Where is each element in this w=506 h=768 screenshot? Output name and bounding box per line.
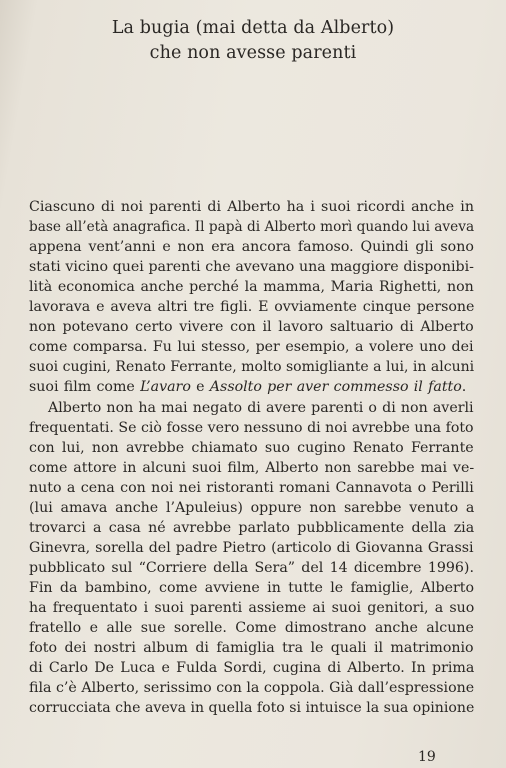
body-line: Fin da bambino, come avviene in tutte le famiglie, Alberto — [29, 580, 475, 596]
body-line: Ginevra, sorella del padre Pietro (articolo di Giovanna Grassi — [29, 540, 474, 556]
body-line: fila c’è Alberto, serissimo con la coppola. Già dall’espressione — [29, 680, 475, 696]
body-line: corrucciata che aveva in quella foto si intuisce la sua opinione — [29, 700, 475, 716]
body-line: base all’età anagrafica. Il papà di Alberto morì quando lui aveva — [29, 219, 475, 235]
film-title-assolto: Assolto per aver commesso il fatto — [209, 379, 462, 395]
body-line: lavorava e aveva altri tre figli. E ovviamente cinque persone — [29, 299, 475, 315]
paragraph-first-line: Alberto non ha mai negato di avere parenti o di non averli — [48, 400, 474, 416]
chapter-title — [0, 16, 506, 66]
body-line: appena vent’anni e non era ancora famoso. Quindi gli sono — [29, 239, 474, 255]
chapter-title-line-2: che non avesse parenti — [149, 43, 357, 63]
body-line: trovarci a casa né avrebbe parlato pubblicamente della zia — [29, 520, 475, 536]
body-line: lità economica anche perché la mamma, Maria Righetti, non — [29, 279, 474, 295]
body-line: con lui, non avrebbe chiamato suo cugino Renato Ferrante — [29, 440, 474, 456]
body-line: non potevano certo vivere con il lavoro saltuario di Alberto — [29, 319, 474, 335]
film-title-lavaro: L’avaro — [140, 379, 191, 395]
body-line: pubblicato sul “Corriere della Sera” del 14 dicembre 1996). — [29, 560, 474, 576]
body-line: suoi cugini, Renato Ferrante, molto somigliante a lui, in alcuni — [29, 359, 475, 375]
body-line: di Carlo De Luca e Fulda Sordi, cugina di Alberto. In prima — [29, 660, 475, 676]
body-line: fratello e alle sue sorelle. Come dimostrano anche alcune — [29, 620, 474, 636]
chapter-title-line-1: La bugia (mai detta da Alberto) — [111, 18, 395, 38]
body-line: Ciascuno di noi parenti di Alberto ha i suoi ricordi anche in — [29, 199, 474, 215]
body-line-with-titles — [29, 377, 466, 397]
body-line: come attore in alcuni suoi film, Alberto non sarebbe mai ve- — [29, 460, 475, 476]
body-text-run: . — [461, 379, 467, 395]
body-text-run: e — [190, 379, 210, 395]
body-line: (lui amava anche l’Apuleius) oppure non sarebbe venuto a — [29, 500, 475, 516]
body-line: foto dei nostri album di famiglia tra le quali il matrimonio — [29, 640, 474, 656]
body-line: ha frequentato i suoi parenti assieme ai suoi genitori, a suo — [29, 600, 475, 616]
body-line: come comparsa. Fu lui stesso, per esempio, a volere uno dei — [29, 339, 474, 355]
body-text-run: suoi film come — [29, 379, 141, 395]
body-line: nuto a cena con noi nei ristoranti romani Cannavota o Perilli — [29, 480, 474, 496]
body-line: stati vicino quei parenti che avevano una maggiore disponibi- — [29, 259, 474, 275]
page-number: 19 — [418, 749, 436, 765]
body-line: frequentati. Se ciò fosse vero nessuno di noi avrebbe una foto — [29, 420, 474, 436]
